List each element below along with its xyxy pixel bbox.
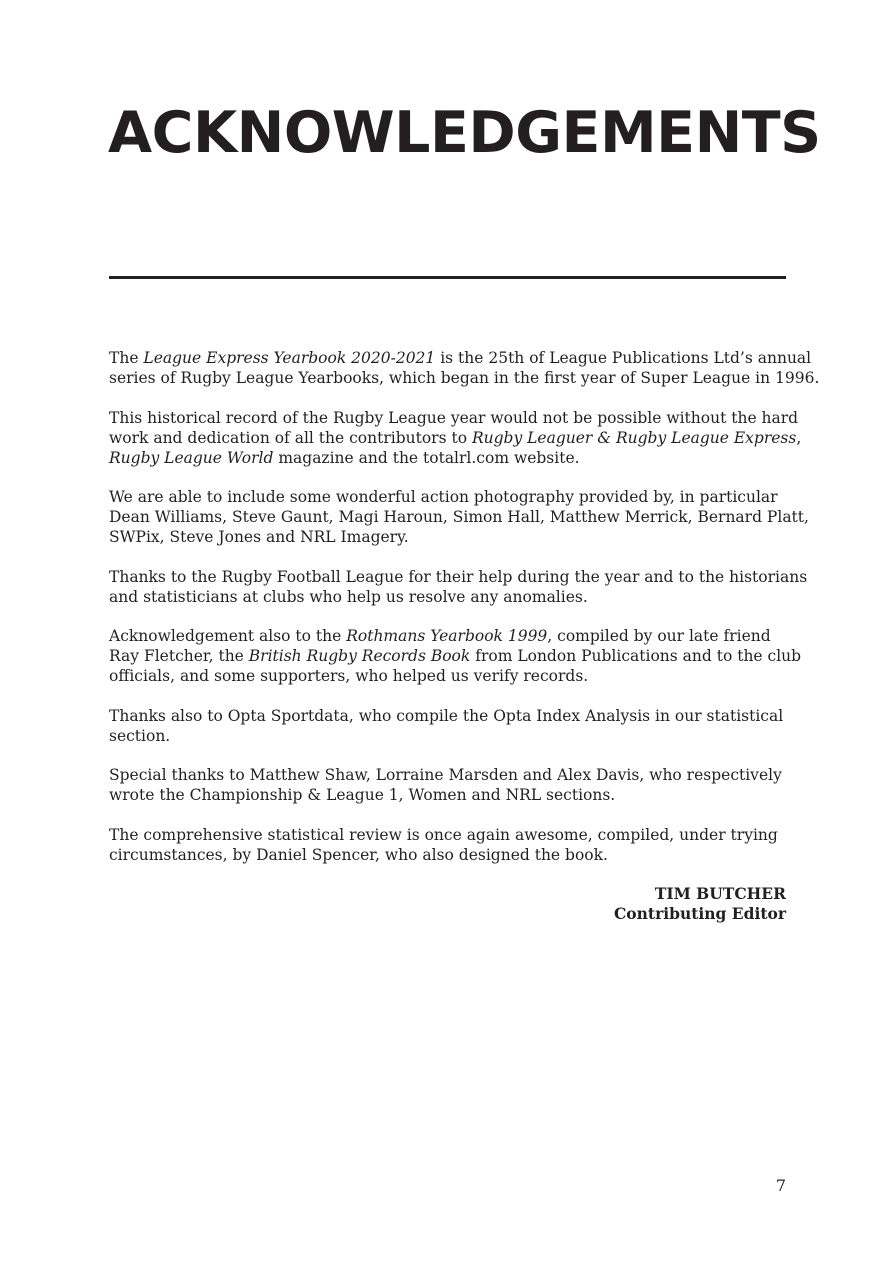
text-segment: from London Publications and to the club bbox=[470, 647, 802, 665]
text-segment: and statisticians at clubs who help us resolve any anomalies. bbox=[109, 587, 588, 606]
text-segment: SWPix, Steve Jones and NRL Imagery. bbox=[109, 528, 409, 546]
text-segment: , compiled by our late friend bbox=[547, 627, 771, 645]
text-segment: section. bbox=[109, 726, 171, 745]
text-segment: Dean Williams, Steve Gaunt, Magi Haroun, Simon Hall, Matthew Merrick, Bernard Platt, bbox=[109, 508, 809, 526]
text-segment: The bbox=[109, 349, 144, 367]
paragraph-opta bbox=[109, 706, 799, 746]
text-segment: Acknowledgement also to the bbox=[109, 627, 347, 645]
publication-title: League Express Yearbook 2020-2021 bbox=[143, 349, 436, 367]
paragraph-rfl-thanks bbox=[109, 567, 808, 607]
text-segment: We are able to include some wonderful action photography provided by, in particular bbox=[109, 488, 778, 506]
text-segment: is the 25th of League Publications Ltd’s annual bbox=[435, 349, 812, 367]
text-segment: The comprehensive statistical review is once again awesome, compiled, under trying bbox=[109, 825, 778, 844]
publication-title: Rugby Leaguer & Rugby League Express bbox=[471, 428, 797, 447]
signature-name: TIM BUTCHER bbox=[654, 884, 786, 903]
paragraph-special-thanks bbox=[109, 765, 799, 805]
text-segment: This historical record of the Rugby League year would not be possible without the hard bbox=[109, 408, 799, 427]
text-segment: magazine and the totalrl.com website. bbox=[273, 448, 580, 467]
text-segment: Special thanks to Matthew Shaw, Lorraine Marsden and Alex Davis, who respectively bbox=[109, 766, 782, 784]
paragraph-photography bbox=[109, 487, 809, 547]
title-divider bbox=[109, 276, 786, 279]
text-segment: Ray Fletcher, the bbox=[109, 647, 249, 665]
paragraph-statistical-review bbox=[109, 825, 799, 865]
publication-title: British Rugby Records Book bbox=[248, 647, 471, 665]
text-segment: Thanks also to Opta Sportdata, who compile the Opta Index Analysis in our statistical bbox=[109, 706, 784, 725]
publication-title: Rothmans Yearbook 1999 bbox=[346, 627, 548, 645]
page-number: 7 bbox=[775, 1176, 786, 1195]
acknowledgements-body bbox=[109, 348, 820, 884]
text-segment: circumstances, by Daniel Spencer, who also designed the book. bbox=[109, 845, 608, 864]
text-segment: wrote the Championship & League 1, Women and NRL sections. bbox=[109, 786, 616, 804]
text-segment: Thanks to the Rugby Football League for their help during the year and to the historians bbox=[109, 567, 808, 586]
page-title: ACKNOWLEDGEMENTS bbox=[108, 100, 821, 166]
publication-title: Rugby League World bbox=[109, 448, 274, 467]
paragraph-yearbook-intro bbox=[109, 348, 820, 388]
paragraph-records-sources bbox=[109, 626, 802, 686]
text-segment: officials, and some supporters, who helped us verify records. bbox=[109, 667, 589, 685]
text-segment: series of Rugby League Yearbooks, which began in the first year of Super League in 1996. bbox=[109, 369, 820, 387]
paragraph-contributors bbox=[109, 408, 802, 468]
text-segment: work and dedication of all the contributors to bbox=[109, 428, 472, 447]
text-segment: , bbox=[796, 428, 802, 447]
signature-block bbox=[614, 884, 786, 924]
signature-title: Contributing Editor bbox=[613, 904, 786, 923]
